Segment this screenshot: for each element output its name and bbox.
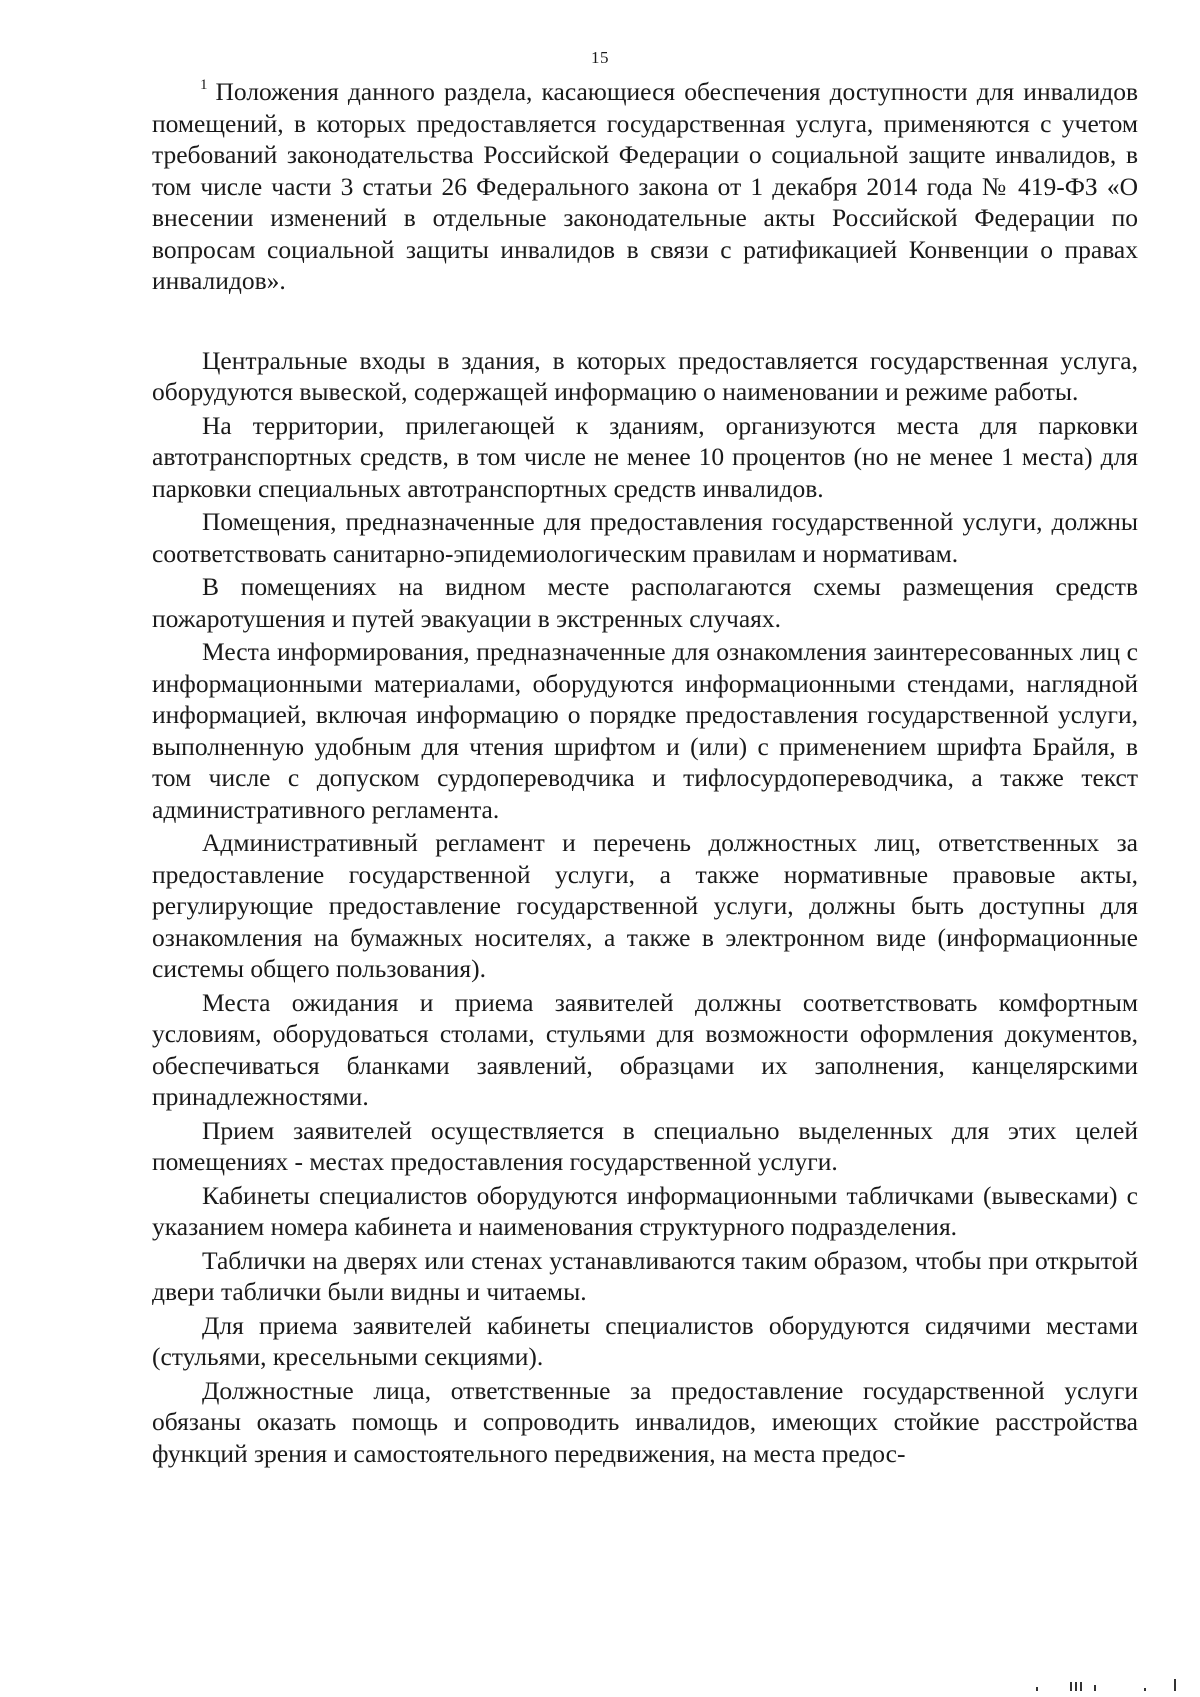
footnote-marker: 1: [200, 77, 208, 93]
scan-artifact-marks: [1028, 1677, 1178, 1691]
paragraph-assistance: Должностные лица, ответственные за предоставление государственной услуги обязаны оказать помощь и сопроводить инвалидов, имеющих стойкие расстройства функций зрения и самостоятельного передвижения, на места предос-: [152, 1375, 1138, 1468]
footnote: [152, 76, 1138, 297]
paragraph-waiting-places: Места ожидания и приема заявителей должны соответствовать комфортным условиям, оборудоваться столами, стульями для возможности оформления документов, обеспечиваться бланками заявлений, образцами их заполнения, канцелярскими принадлежностями.: [152, 987, 1138, 1111]
paragraph-entrances: Центральные входы в здания, в которых предоставляется государственная услуга, оборудуются вывеской, содержащей информацию о наименовании и режиме работы.: [152, 345, 1138, 406]
paragraph-seating: Для приема заявителей кабинеты специалистов оборудуются сидячими местами (стульями, кресельными секциями).: [152, 1310, 1138, 1371]
paragraph-premises: Помещения, предназначенные для предоставления государственной услуги, должны соответствовать санитарно-эпидемиологическим правилам и нормативам.: [152, 507, 1138, 568]
paragraph-parking: На территории, прилегающей к зданиям, организуются места для парковки автотранспортных средств, в том числе не менее 10 процентов (но не менее 1 места) для парковки специальных автотранспортных средств инвалидов.: [152, 410, 1138, 503]
paragraph-information-places: Места информирования, предназначенные для ознакомления заинтересованных лиц с информационными материалами, оборудуются информационными стендами, наглядной информацией, включая информацию о порядке предоставления государственной услуги, выполненную удобным для чтения шрифтом и (или) с применением шрифта Брайля, в том числе с допуском сурдопереводчика и тифлосурдопереводчика, а также текст административного регламента.: [152, 637, 1138, 824]
paragraph-evacuation: В помещениях на видном месте располагаются схемы размещения средств пожаротушения и путей эвакуации в экстренных случаях.: [152, 572, 1138, 633]
paragraph-reception: Прием заявителей осуществляется в специально выделенных для этих целей помещениях - местах предоставления государственной услуги.: [152, 1115, 1138, 1176]
page-number: 15: [591, 48, 609, 67]
paragraph-office-signs: Кабинеты специалистов оборудуются информационными табличками (вывесками) с указанием номера кабинета и наименования структурного подразделения.: [152, 1180, 1138, 1241]
paragraph-door-plates: Таблички на дверях или стенах устанавливаются таким образом, чтобы при открытой двери таблички были видны и читаемы.: [152, 1245, 1138, 1306]
paragraph-regulation-access: Административный регламент и перечень должностных лиц, ответственных за предоставление государственной услуги, а также нормативные правовые акты, регулирующие предоставление государственной услуги, должны быть доступны для ознакомления на бумажных носителях, а также в электронном виде (информационные системы общего пользования).: [152, 828, 1138, 983]
page-content: [152, 76, 1138, 1471]
footnote-text: Положения данного раздела, касающиеся обеспечения доступности для инвалидов помещений, в которых предоставляется государственная услуга, применяются с учетом требований законодательства Российской Федерации о социальной защите инвалидов, в том числе части 3 статьи 26 Федерального закона от 1 декабря 2014 года № 419-ФЗ «О внесении изменений в отдельные законодательные акты Российской Федерации по вопросам социальной защиты инвалидов в связи с ратификацией Конвенции о правах инвалидов».: [152, 77, 1138, 295]
